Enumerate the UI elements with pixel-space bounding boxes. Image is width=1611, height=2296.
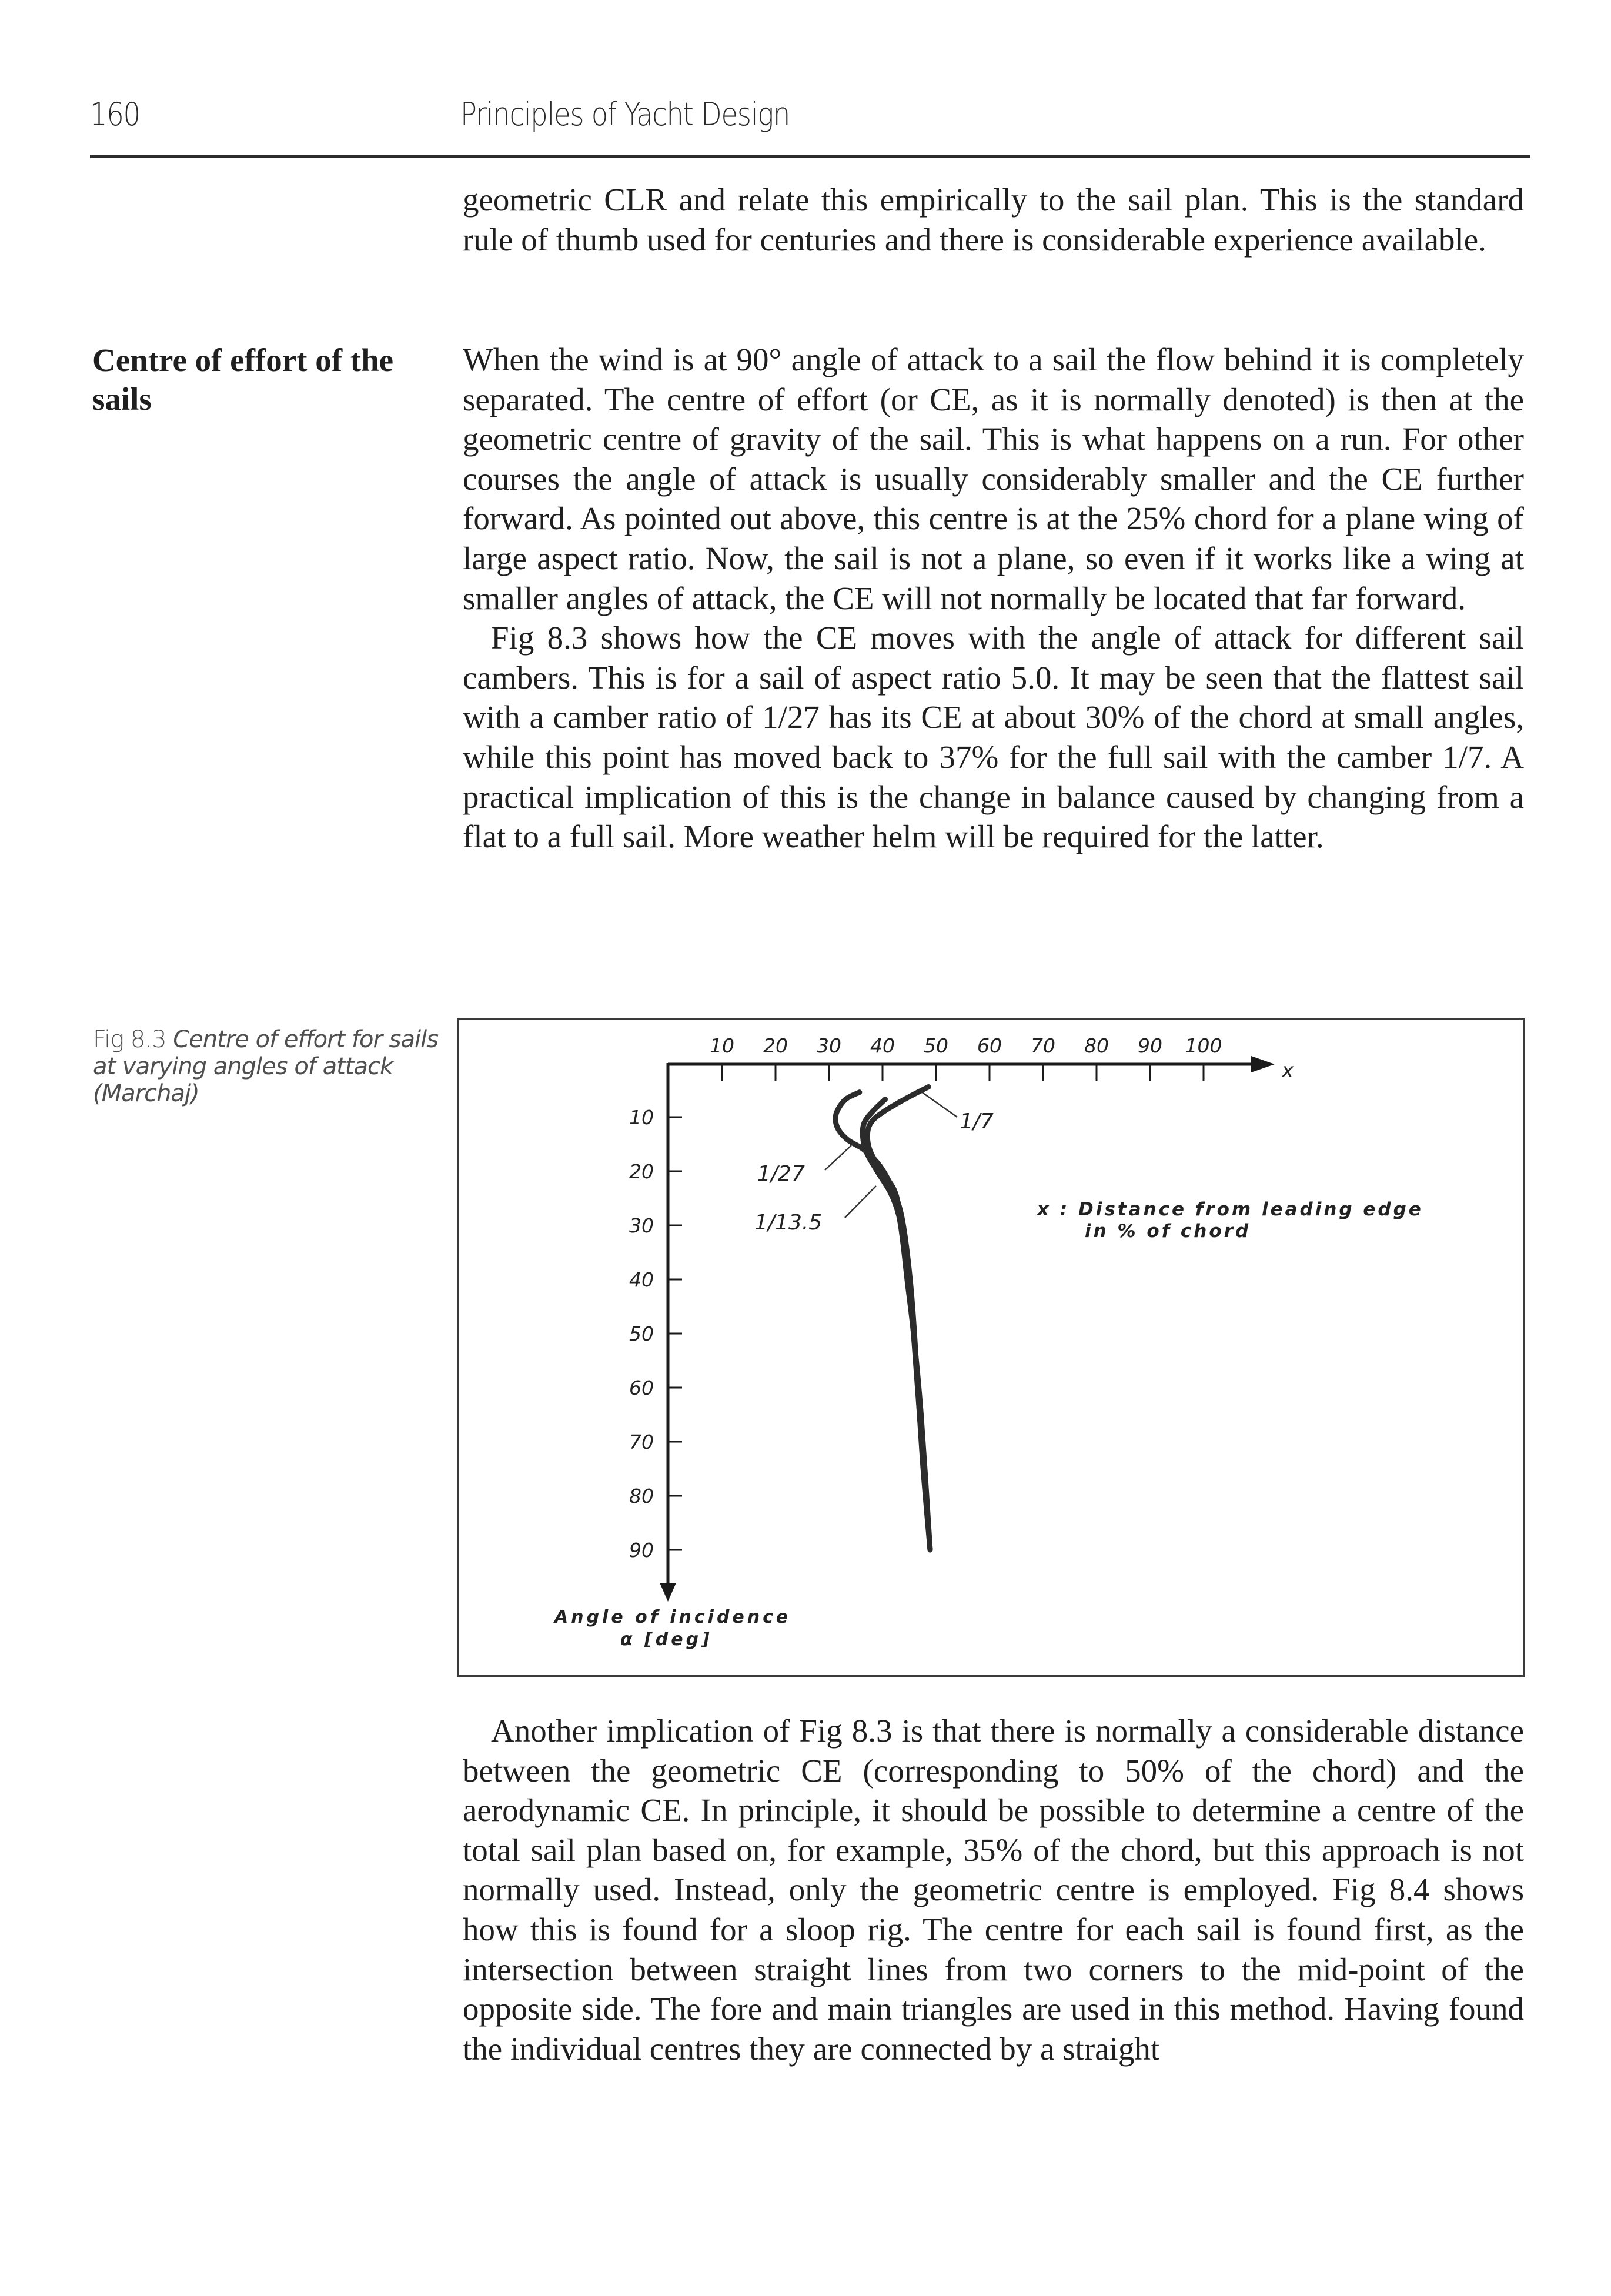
legend-line-2: in % of chord (1085, 1221, 1251, 1242)
curve-label-1-27: 1/27 (757, 1162, 805, 1186)
x-tick-label: 60 (977, 1034, 1002, 1057)
y-tick-label: 10 (629, 1106, 654, 1129)
y-tick-label: 20 (629, 1160, 654, 1183)
x-tick-labels (710, 1034, 1222, 1057)
curve-1-27 (835, 1092, 930, 1550)
intro-paragraph: geometric CLR and relate this empirically to the sail plan. This is the standard rule of thumb used for centuries and there is considerable experience available. (463, 182, 1524, 258)
x-tick-label: 40 (870, 1034, 895, 1057)
figure-number: Fig 8.3 (93, 1026, 166, 1053)
x-axis-symbol: x (1282, 1059, 1294, 1082)
x-tick-label: 20 (763, 1034, 788, 1057)
paragraph-2: Fig 8.3 shows how the CE moves with the angle of attack for different sail cambers. This is for a sail of aspect ratio 5.0. It may be seen that the flattest sail with a camber ratio of 1/27 has its CE at about 30% of the chord at small angles, while this point has moved back to 37% for the full sail with the camber 1/7. A practical implication of this is the change in balance caused by changing from a flat to a full sail. More weather helm will be required for the latter. (463, 620, 1524, 855)
x-tick-label: 100 (1185, 1034, 1222, 1057)
curve-1-7 (867, 1087, 930, 1550)
paragraph-3: Another implication of Fig 8.3 is that there is normally a considerable distance between the geometric CE (corresponding to 50% of the chord) and the aerodynamic CE. In principle, it should be possible to determine a centre of the total sail plan based on, for example, 35% of the chord, but this approach is not normally used. Instead, only the geometric centre is employed. Fig 8.4 shows how this is found for a sloop rig. The centre for each sail is found first, as the intersection between straight lines from two corners to the mid-point of the opposite side. The fore and main triangles are used in this method. Having found the individual centres they are connected by a straight (463, 1713, 1524, 2067)
y-axis-label-line-2: α [deg] (620, 1629, 713, 1650)
x-tick-label: 30 (817, 1034, 841, 1057)
y-tick-label: 30 (629, 1214, 654, 1237)
x-ticks (722, 1064, 1204, 1081)
y-axis-arrow-icon (660, 1583, 676, 1602)
x-tick-label: 70 (1031, 1034, 1055, 1057)
leader-1-13-5 (845, 1186, 876, 1218)
figure-caption-text: Centre of effort for sails at varying angles of attack (Marchaj) (93, 1026, 439, 1107)
page-number: 160 (90, 96, 140, 133)
paragraph-1: When the wind is at 90° angle of attack to a sail the flow behind it is completely separated. The centre of effort (or CE, as it is normally denoted) is then at the geometric centre of gravity of the sail. This is what happens on a run. For other courses the angle of attack is usually considerably smaller and the CE further forward. As pointed out above, this centre is at the 25% chord for a plane wing of large aspect ratio. Now, the sail is not a plane, so even if it works like a wing at smaller angles of attack, the CE will not normally be located that far forward. (463, 342, 1524, 616)
leader-1-7 (921, 1092, 957, 1117)
y-ticks (668, 1117, 682, 1550)
axes (668, 1063, 1258, 1588)
y-tick-label: 40 (629, 1268, 654, 1291)
y-tick-label: 60 (629, 1376, 654, 1399)
y-tick-label: 90 (629, 1539, 654, 1562)
curve-1-13-5 (863, 1099, 930, 1550)
curve-label-1-7: 1/7 (960, 1109, 994, 1134)
leader-1-27 (825, 1145, 851, 1170)
running-title: Principles of Yacht Design (460, 96, 790, 133)
x-tick-label: 90 (1138, 1034, 1162, 1057)
curve-label-1-13-5: 1/13.5 (754, 1211, 823, 1235)
x-tick-label: 80 (1084, 1034, 1109, 1057)
curves (835, 1087, 930, 1550)
x-tick-label: 50 (924, 1034, 948, 1057)
side-heading: Centre of effort of the sails (92, 342, 394, 417)
y-axis-label-line-1: Angle of incidence (554, 1607, 791, 1627)
x-tick-label: 10 (710, 1034, 734, 1057)
y-tick-labels (629, 1106, 654, 1562)
y-tick-label: 50 (629, 1322, 654, 1345)
body-after-figure (463, 1711, 1524, 2068)
legend-line-1: x : Distance from leading edge (1037, 1199, 1423, 1220)
x-axis-arrow-icon (1251, 1056, 1275, 1072)
y-tick-label: 80 (629, 1485, 654, 1508)
y-tick-label: 70 (629, 1431, 654, 1453)
